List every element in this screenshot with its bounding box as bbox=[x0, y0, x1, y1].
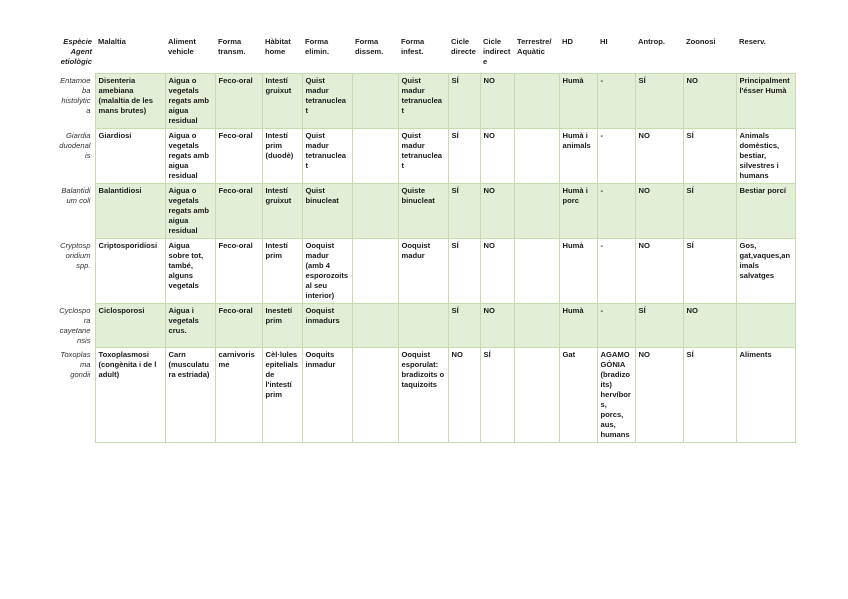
table-cell: NO bbox=[480, 239, 514, 304]
table-cell: Humà bbox=[559, 74, 597, 129]
table-cell: Principalment l'ésser Humà bbox=[736, 74, 795, 129]
table-cell: Quiste binucleat bbox=[398, 184, 448, 239]
table-cell: - bbox=[597, 184, 635, 239]
table-cell: Feco-oral bbox=[215, 184, 262, 239]
table-row bbox=[55, 129, 795, 184]
table-cell: Humà bbox=[559, 239, 597, 304]
table-cell: NO bbox=[635, 239, 683, 304]
column-header: Malaltia bbox=[98, 37, 126, 46]
table-cell: Gos, gat,vaques,animals salvatges bbox=[736, 239, 795, 304]
table-cell: Ooquist esporulat: bradizoits o taquizoits bbox=[398, 348, 448, 443]
table-cell: NO bbox=[480, 304, 514, 348]
table-cell: SÍ bbox=[448, 304, 480, 348]
species-name: Cryptosporidium spp. bbox=[60, 240, 91, 270]
table-cell: Intestí prim bbox=[262, 239, 302, 304]
table-row bbox=[55, 348, 795, 443]
table-cell: - bbox=[597, 74, 635, 129]
species-name: Toxoplasma gondii bbox=[60, 349, 91, 379]
table-cell: Aigua i vegetals crus. bbox=[165, 304, 215, 348]
table-cell: Bestiar porcí bbox=[736, 184, 795, 239]
table-cell: NO bbox=[480, 74, 514, 129]
table-cell: Gat bbox=[559, 348, 597, 443]
table-cell: NO bbox=[635, 348, 683, 443]
table-cell: Ooquist madur bbox=[398, 239, 448, 304]
table-cell: SÍ bbox=[683, 184, 736, 239]
species-name: Balantidium coli bbox=[61, 185, 91, 205]
table-cell: SÍ bbox=[683, 348, 736, 443]
table-cell bbox=[352, 348, 398, 443]
table-body bbox=[55, 74, 795, 443]
table-cell: AGAMOGÒNIA (bradizoits) hervíbors, porcs, aus, humans bbox=[597, 348, 635, 443]
table-cell: Quist madur tetranucleat bbox=[302, 129, 352, 184]
table-cell bbox=[514, 348, 559, 443]
table-cell: Balantidiosi bbox=[95, 184, 165, 239]
table-cell: Carn (musculatura estriada) bbox=[165, 348, 215, 443]
table-cell: NO bbox=[480, 184, 514, 239]
table-cell: Aigua sobre tot, també, alguns vegetals bbox=[165, 239, 215, 304]
table-cell: NO bbox=[448, 348, 480, 443]
table-cell: SÍ bbox=[635, 304, 683, 348]
table-cell: Ooquits inmadur bbox=[302, 348, 352, 443]
species-name: Cyclospora cayetanensis bbox=[59, 305, 91, 345]
table-cell bbox=[514, 129, 559, 184]
table-cell bbox=[514, 184, 559, 239]
table-cell bbox=[514, 239, 559, 304]
table-cell: Feco-oral bbox=[215, 239, 262, 304]
table-cell bbox=[398, 304, 448, 348]
column-header: Reserv. bbox=[739, 37, 766, 46]
table-cell: Intestí gruixut bbox=[262, 184, 302, 239]
table-cell: Humà i animals bbox=[559, 129, 597, 184]
column-header: Cicle directe bbox=[451, 37, 476, 56]
table-cell: Inestetí prim bbox=[262, 304, 302, 348]
species-name: Giardia duodenalis bbox=[59, 130, 91, 160]
column-header: Hàbitat home bbox=[265, 37, 291, 56]
table-cell: SÍ bbox=[448, 184, 480, 239]
table-cell: Feco-oral bbox=[215, 74, 262, 129]
table-cell bbox=[514, 304, 559, 348]
table-cell: Quist binucleat bbox=[302, 184, 352, 239]
parasites-table bbox=[55, 34, 796, 443]
column-header: Forma dissem. bbox=[355, 37, 384, 56]
column-header: HI bbox=[600, 37, 608, 46]
table-cell: Quist madur tetranucleat bbox=[302, 74, 352, 129]
table-cell: Quist madur tetranucleat bbox=[398, 129, 448, 184]
table-row bbox=[55, 304, 795, 348]
table-cell: SÍ bbox=[480, 348, 514, 443]
column-header: Forma transm. bbox=[218, 37, 246, 56]
table-cell: Giardiosi bbox=[95, 129, 165, 184]
table-row bbox=[55, 74, 795, 129]
table-cell: NO bbox=[683, 304, 736, 348]
table-cell: Ooquist madur (amb 4 esporozoits al seu interior) bbox=[302, 239, 352, 304]
table-cell: Humà i porc bbox=[559, 184, 597, 239]
table-cell: Aliments bbox=[736, 348, 795, 443]
table-cell: Disenteria amebiana (malaltia de les mans brutes) bbox=[95, 74, 165, 129]
column-header: Forma infest. bbox=[401, 37, 425, 56]
table-cell: Aigua o vegetals regats amb aigua residual bbox=[165, 129, 215, 184]
table-cell bbox=[736, 304, 795, 348]
table-cell: Criptosporidiosi bbox=[95, 239, 165, 304]
table-cell: Intestí prim (duodè) bbox=[262, 129, 302, 184]
table-cell: NO bbox=[635, 129, 683, 184]
table-cell: Quist madur tetranucleat bbox=[398, 74, 448, 129]
table-cell: Aigua o vegetals regats amb aigua residual bbox=[165, 74, 215, 129]
column-header: HD bbox=[562, 37, 573, 46]
table-cell: NO bbox=[635, 184, 683, 239]
table-cell bbox=[352, 304, 398, 348]
column-header: Espècie Agent etiològic bbox=[60, 37, 92, 66]
table-cell: SÍ bbox=[448, 74, 480, 129]
table-cell: Feco-oral bbox=[215, 129, 262, 184]
table-cell: carnivorisme bbox=[215, 348, 262, 443]
column-header: Terrestre/ Aquàtic bbox=[517, 37, 552, 56]
table-cell: Toxoplasmosi (congènita i de l adult) bbox=[95, 348, 165, 443]
table-cell bbox=[514, 74, 559, 129]
table-cell: Ooquist inmadurs bbox=[302, 304, 352, 348]
table-cell bbox=[352, 129, 398, 184]
species-name: Entamoeba histolytica bbox=[60, 75, 91, 115]
table-cell: SÍ bbox=[635, 74, 683, 129]
table-cell: Aigua o vegetals regats amb aigua residual bbox=[165, 184, 215, 239]
table-cell: SÍ bbox=[683, 129, 736, 184]
table-cell: Ciclosporosi bbox=[95, 304, 165, 348]
table-cell: - bbox=[597, 239, 635, 304]
header-row bbox=[55, 34, 795, 74]
table-cell: - bbox=[597, 304, 635, 348]
table-cell: Animals domèstics, bestiar, silvestres i humans bbox=[736, 129, 795, 184]
column-header: Forma elimin. bbox=[305, 37, 330, 56]
table-cell bbox=[352, 74, 398, 129]
table-cell bbox=[352, 184, 398, 239]
table-cell bbox=[352, 239, 398, 304]
table-cell: Humà bbox=[559, 304, 597, 348]
table-cell: Intestí gruixut bbox=[262, 74, 302, 129]
table-cell: - bbox=[597, 129, 635, 184]
column-header: Antrop. bbox=[638, 37, 665, 46]
table-cell: SÍ bbox=[683, 239, 736, 304]
column-header: Aliment vehicle bbox=[168, 37, 196, 56]
table-cell: NO bbox=[480, 129, 514, 184]
table-cell: SÍ bbox=[448, 239, 480, 304]
table-cell: SÍ bbox=[448, 129, 480, 184]
table-cell: Cèl·lules epitelials de l'intestí prim bbox=[262, 348, 302, 443]
table-cell: NO bbox=[683, 74, 736, 129]
table-cell: Feco-oral bbox=[215, 304, 262, 348]
table-row bbox=[55, 184, 795, 239]
table-row bbox=[55, 239, 795, 304]
column-header: Cicle indirecte bbox=[483, 37, 511, 66]
column-header: Zoonosi bbox=[686, 37, 716, 46]
